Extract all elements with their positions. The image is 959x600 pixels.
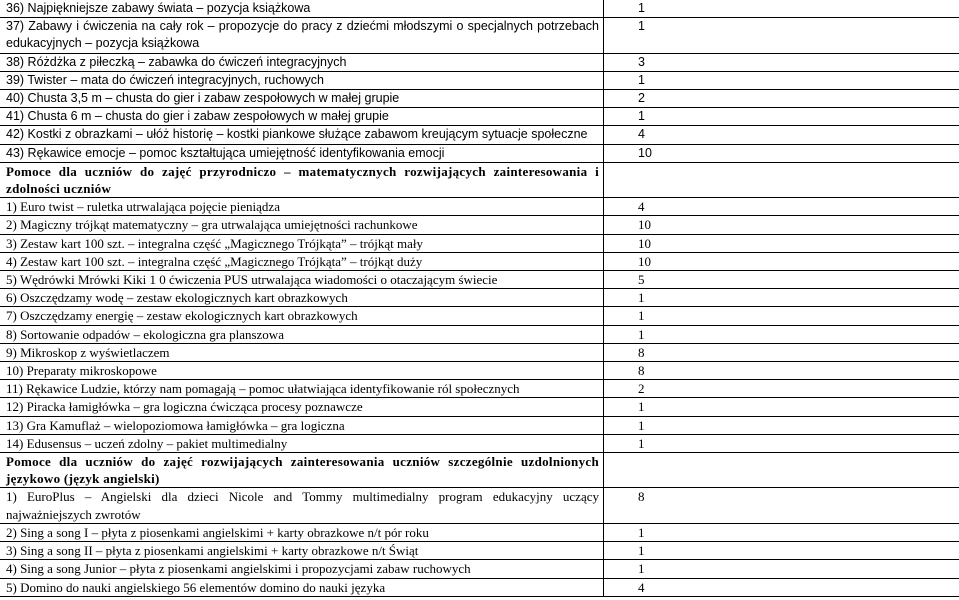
table-row xyxy=(0,53,959,71)
item-name: 4) Sing a song Junior – płyta z piosenkami angielskimi i propozycjami zabaw ruchowych xyxy=(0,560,604,578)
item-quantity: 10 xyxy=(604,252,959,270)
table-row xyxy=(0,289,959,307)
table-row xyxy=(0,488,959,523)
table-row xyxy=(0,560,959,578)
item-quantity: 4 xyxy=(604,198,959,216)
table-row xyxy=(0,234,959,252)
item-quantity: 1 xyxy=(604,560,959,578)
table-row xyxy=(0,90,959,108)
table-row xyxy=(0,434,959,452)
item-quantity: 10 xyxy=(604,144,959,162)
item-name: 5) Domino do nauki angielskiego 56 elementów domino do nauki języka xyxy=(0,578,604,596)
table-row xyxy=(0,108,959,126)
table-row xyxy=(0,398,959,416)
item-quantity: 1 xyxy=(604,307,959,325)
item-quantity: 2 xyxy=(604,90,959,108)
item-quantity: 4 xyxy=(604,126,959,144)
item-name: 8) Sortowanie odpadów – ekologiczna gra planszowa xyxy=(0,325,604,343)
item-name: 3) Zestaw kart 100 szt. – integralna część „Magicznego Trójkąta” – trójkąt mały xyxy=(0,234,604,252)
item-quantity: 1 xyxy=(604,416,959,434)
table-row xyxy=(0,542,959,560)
item-quantity: 1 xyxy=(604,523,959,541)
item-name: 39) Twister – mata do ćwiczeń integracyjnych, ruchowych xyxy=(0,71,604,89)
section-title: Pomoce dla uczniów do zajęć przyrodniczo – matematycznych rozwijających zainteresowania i zdolności uczniów xyxy=(0,162,604,197)
item-quantity: 2 xyxy=(604,380,959,398)
item-name: 40) Chusta 3,5 m – chusta do gier i zabaw zespołowych w małej grupie xyxy=(0,90,604,108)
item-quantity: 1 xyxy=(604,71,959,89)
item-name: 2) Sing a song I – płyta z piosenkami angielskimi + karty obrazkowe n/t pór roku xyxy=(0,523,604,541)
table-row xyxy=(0,416,959,434)
item-quantity: 8 xyxy=(604,488,959,523)
item-quantity: 8 xyxy=(604,362,959,380)
item-name: 41) Chusta 6 m – chusta do gier i zabaw zespołowych w małej grupie xyxy=(0,108,604,126)
item-name: 9) Mikroskop z wyświetlaczem xyxy=(0,343,604,361)
table-row xyxy=(0,325,959,343)
item-quantity: 1 xyxy=(604,18,959,53)
item-quantity: 3 xyxy=(604,53,959,71)
item-name: 2) Magiczny trójkąt matematyczny – gra utrwalająca umiejętności rachunkowe xyxy=(0,216,604,234)
item-name: 12) Piracka łamigłówka – gra logiczna ćwicząca procesy poznawcze xyxy=(0,398,604,416)
item-name: 14) Edusensus – uczeń zdolny – pakiet multimedialny xyxy=(0,434,604,452)
item-quantity xyxy=(604,162,959,197)
item-quantity: 1 xyxy=(604,542,959,560)
table-row xyxy=(0,307,959,325)
item-quantity: 1 xyxy=(604,289,959,307)
item-quantity: 10 xyxy=(604,234,959,252)
section-header-row xyxy=(0,453,959,488)
item-name: 36) Najpiękniejsze zabawy świata – pozycja książkowa xyxy=(0,0,604,18)
item-name: 43) Rękawice emocje – pomoc kształtująca umiejętność identyfikowania emocji xyxy=(0,144,604,162)
section-title: Pomoce dla uczniów do zajęć rozwijających zainteresowania uczniów szczególnie uzdolnionych językowo (język angielski) xyxy=(0,453,604,488)
item-quantity: 8 xyxy=(604,343,959,361)
table-row xyxy=(0,523,959,541)
item-name: 10) Preparaty mikroskopowe xyxy=(0,362,604,380)
item-name: 1) EuroPlus – Angielski dla dzieci Nicole and Tommy multimedialny program edukacyjny uczący najważniejszych zwrotów xyxy=(0,488,604,523)
item-quantity: 1 xyxy=(604,398,959,416)
item-name: 5) Wędrówki Mrówki Kiki 1 0 ćwiczenia PUS utrwalająca wiadomości o otaczającym świecie xyxy=(0,271,604,289)
item-quantity: 1 xyxy=(604,434,959,452)
item-quantity xyxy=(604,453,959,488)
item-name: 11) Rękawice Ludzie, którzy nam pomagają – pomoc ułatwiająca identyfikowanie ról społecznych xyxy=(0,380,604,398)
item-quantity: 1 xyxy=(604,325,959,343)
item-name: 38) Różdżka z piłeczką – zabawka do ćwiczeń integracyjnych xyxy=(0,53,604,71)
item-quantity: 4 xyxy=(604,578,959,596)
table-row xyxy=(0,362,959,380)
item-name: 13) Gra Kamuflaż – wielopoziomowa łamigłówka – gra logiczna xyxy=(0,416,604,434)
table-row xyxy=(0,343,959,361)
item-name: 7) Oszczędzamy energię – zestaw ekologicznych kart obrazkowych xyxy=(0,307,604,325)
item-quantity: 1 xyxy=(604,0,959,18)
item-quantity: 1 xyxy=(604,108,959,126)
table-row xyxy=(0,71,959,89)
item-name: 3) Sing a song II – płyta z piosenkami angielskimi + karty obrazkowe n/t Świąt xyxy=(0,542,604,560)
item-quantity: 5 xyxy=(604,271,959,289)
table-row xyxy=(0,18,959,53)
item-name: 37) Zabawy i ćwiczenia na cały rok – propozycje do pracy z dziećmi młodszymi o specjalnych potrzebach edukacyjnych – pozycja książkowa xyxy=(0,18,604,53)
table-row xyxy=(0,578,959,596)
table-row xyxy=(0,198,959,216)
table-row xyxy=(0,380,959,398)
item-name: 4) Zestaw kart 100 szt. – integralna część „Magicznego Trójkąta” – trójkąt duży xyxy=(0,252,604,270)
item-name: 42) Kostki z obrazkami – ułóż historię – kostki piankowe służące zabawom kreującym sytuacje społeczne xyxy=(0,126,604,144)
table-row xyxy=(0,271,959,289)
item-name: 1) Euro twist – ruletka utrwalająca pojęcie pieniądza xyxy=(0,198,604,216)
table-row xyxy=(0,0,959,18)
table-row xyxy=(0,252,959,270)
table-row xyxy=(0,216,959,234)
table-row xyxy=(0,144,959,162)
item-quantity: 10 xyxy=(604,216,959,234)
section-header-row xyxy=(0,162,959,197)
item-name: 6) Oszczędzamy wodę – zestaw ekologicznych kart obrazkowych xyxy=(0,289,604,307)
table-row xyxy=(0,126,959,144)
